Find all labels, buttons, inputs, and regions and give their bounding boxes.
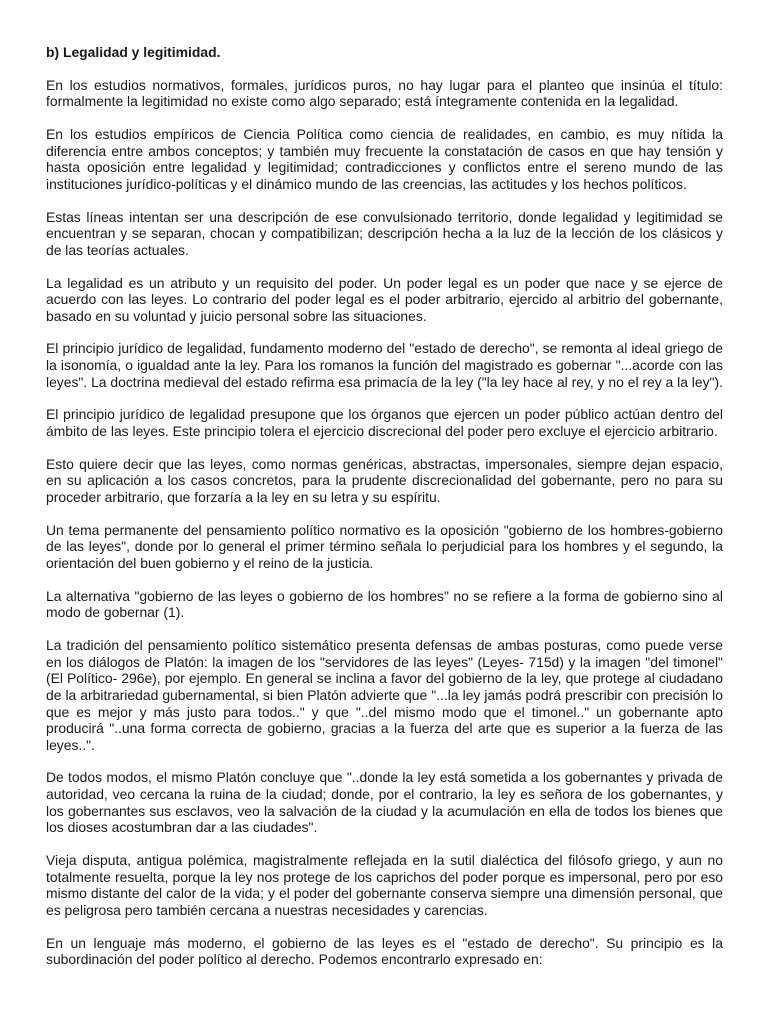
paragraph-4: La legalidad es un atributo y un requisito del poder. Un poder legal es un poder que nace y se ejerce de acuerdo con las leyes. Lo contrario del poder legal es el poder arbitrario, ejercido al arbitrio del gobernante, basado en su voluntad y juicio personal sobre las situaciones.	[46, 274, 723, 324]
paragraph-7: Esto quiere decir que las leyes, como normas genéricas, abstractas, impersonales, siempre dejan espacio, en su aplicación a los casos concretos, para la prudente discrecionalidad del gobernante, pero no para su proceder arbitrario, que forzaría a la ley en su letra y su espíritu.	[46, 455, 723, 505]
paragraph-2: En los estudios empíricos de Ciencia Política como ciencia de realidades, en cambio, es muy nítida la diferencia entre ambos conceptos; y también muy frecuente la constatación de casos en que hay tensión y hasta oposición entre legalidad y legitimidad; contradicciones y conflictos entre el sereno mundo de las instituciones jurídico-políticas y el dinámico mundo de las creencias, las actitudes y los hechos políticos.	[46, 125, 723, 192]
paragraph-8: Un tema permanente del pensamiento político normativo es la oposición "gobierno de los hombres-gobierno de las leyes", donde por lo general el primer término señala lo perjudicial para los hombres y el segundo, la orientación del buen gobierno y el reino de la justicia.	[46, 521, 723, 571]
paragraph-3: Estas líneas intentan ser una descripción de ese convulsionado territorio, donde legalidad y legitimidad se encuentran y se separan, chocan y compatibilizan; descripción hecha a la luz de la lección de los clásicos y de las teorías actuales.	[46, 208, 723, 258]
paragraph-9: La alternativa "gobierno de las leyes o gobierno de los hombres" no se refiere a la forma de gobierno sino al modo de gobernar (1).	[46, 587, 723, 621]
paragraph-11: De todos modos, el mismo Platón concluye que "..donde la ley está sometida a los gobernantes y privada de autoridad, veo cercana la ruina de la ciudad; donde, por el contrario, la ley es señora de los gobernantes, y los gobernantes sus esclavos, veo la salvación de la ciudad y la acumulación en ella de todos los bienes que los dioses acostumbran dar a las ciudades".	[46, 769, 723, 836]
paragraph-12: Vieja disputa, antigua polémica, magistralmente reflejada en la sutil dialéctica del filósofo griego, y aun no totalmente resuelta, porque la ley nos protege de los caprichos del poder porque es impersonal, pero por eso mismo distante del calor de la vida; y el poder del gobernante conserva siempre una dimensión personal, que es peligrosa pero también cercana a nuestras necesidades y carencias.	[46, 852, 723, 918]
paragraph-6: El principio jurídico de legalidad presupone que los órganos que ejercen un poder público actúan dentro del ámbito de las leyes. Este principio tolera el ejercicio discrecional del poder pero excluye el ejercicio arbitrario.	[46, 406, 723, 440]
paragraph-13: En un lenguaje más moderno, el gobierno de las leyes es el "estado de derecho". Su principio es la subordinación del poder político al derecho. Podemos encontrarlo expresado en:	[46, 934, 723, 968]
section-heading: b) Legalidad y legitimidad.	[46, 44, 221, 60]
document-page	[46, 44, 723, 984]
paragraph-5: El principio jurídico de legalidad, fundamento moderno del "estado de derecho", se remonta al ideal griego de la isonomía, o igualdad ante la ley. Para los romanos la función del magistrado es gobernar "...acorde con las leyes". La doctrina medieval del estado refirma esa primacía de la ley ("la ley hace al rey, y no el rey a la ley").	[46, 340, 723, 390]
paragraph-10: La tradición del pensamiento político sistemático presenta defensas de ambas posturas, como puede verse en los diálogos de Platón: la imagen de los "servidores de las leyes" (Leyes- 715d) y la imagen "del timonel" (El Político- 296e), por ejemplo. En general se inclina a favor del gobierno de la ley, que protege al ciudadano de la arbitrariedad gubernamental, si bien Platón advierte que "...la ley jamás podrá prescribir con precisión lo que es mejor y más justo para todos.." y que "..del mismo modo que el timonel.." un gobernante apto producirá "..una forma correcta de gobierno, gracias a la fuerza del arte que es superior a la fuerza de las leyes..".	[46, 637, 723, 753]
paragraph-1: En los estudios normativos, formales, jurídicos puros, no hay lugar para el planteo que insinúa el título: formalmente la legitimidad no existe como algo separado; está íntegramente contenida en la legalidad.	[46, 76, 723, 110]
